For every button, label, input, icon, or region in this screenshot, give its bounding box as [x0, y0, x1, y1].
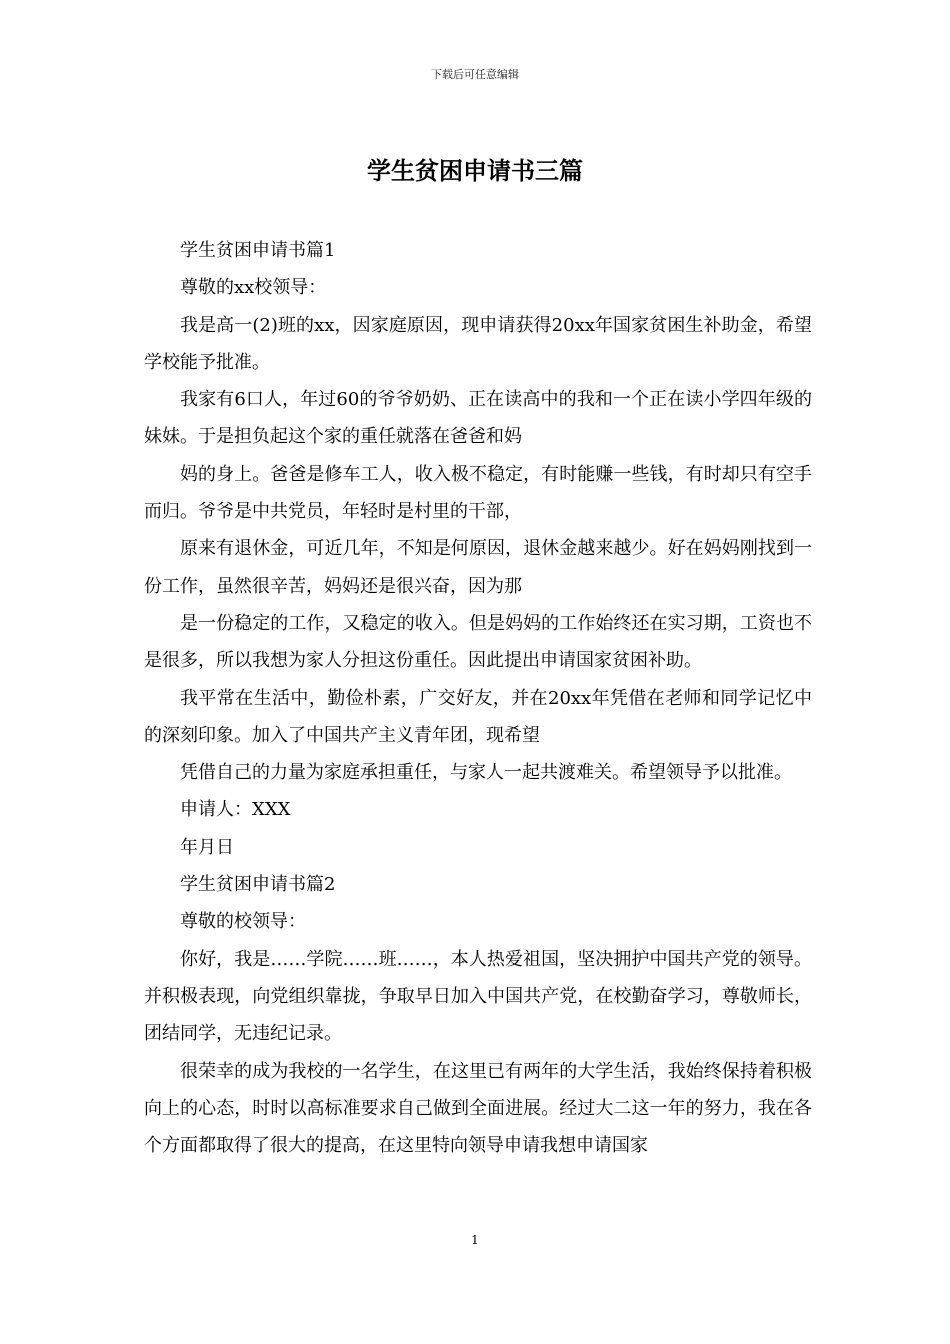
- paragraph: 妈的身上。爸爸是修车工人，收入极不稳定，有时能赚一些钱，有时却只有空手而归。爷爷是中共党员，年轻时是村里的干部，: [144, 463, 812, 523]
- date-line: 年月日: [180, 836, 234, 858]
- paragraph: 我平常在生活中，勤俭朴素，广交好友，并在20xx年凭借在老师和同学记忆中的深刻印象。加入了中国共产主义青年团，现希望: [144, 687, 812, 746]
- paragraph: 是一份稳定的工作，又稳定的收入。但是妈妈的工作始终还在实习期，工资也不是很多，所以我想为家人分担这份重任。因此提出申请国家贫困补助。: [144, 612, 812, 672]
- paragraph: 凭借自己的力量为家庭承担重任，与家人一起共渡难关。希望领导予以批准。: [180, 762, 792, 784]
- document-body: [144, 232, 812, 1164]
- document-title: 学生贫困申请书三篇: [367, 156, 583, 185]
- paragraph: 我家有6口人，年过60的爷爷奶奶、正在读高中的我和一个正在读小学四年级的妹妹。于是担负起这个家的重任就落在爸爸和妈: [144, 389, 812, 448]
- applicant-signature: 申请人：XXX: [180, 799, 291, 821]
- paragraph: 很荣幸的成为我校的一名学生，在这里已有两年的大学生活，我始终保持着积极向上的心态，时时以高标准要求自己做到全面进展。经过大二这一年的努力，我在各个方面都取得了很大的提高，在这里特向领导申请我想申请国家: [144, 1060, 812, 1157]
- page-number: 1: [471, 1233, 479, 1247]
- header-note: 下载后可任意编辑: [431, 68, 519, 81]
- section-heading-1: 学生贫困申请书篇1: [180, 240, 336, 261]
- salutation-1: 尊敬的xx校领导：: [180, 277, 327, 299]
- section-heading-2: 学生贫困申请书篇2: [180, 874, 336, 896]
- paragraph: 你好，我是……学院……班……，本人热爱祖国，坚决拥护中国共产党的领导。并积极表现，向党组织靠拢，争取早日加入中国共产党，在校勤奋学习，尊敬师长，团结同学，无违纪记录。: [144, 948, 812, 1045]
- salutation-2: 尊敬的校领导：: [180, 911, 306, 933]
- paragraph: 我是高一(2)班的xx，因家庭原因，现申请获得20xx年国家贫困生补助金，希望学校能予批准。: [144, 314, 812, 373]
- paragraph: 原来有退休金，可近几年，不知是何原因，退休金越来越少。好在妈妈刚找到一份工作，虽然很辛苦，妈妈还是很兴奋，因为那: [144, 538, 812, 597]
